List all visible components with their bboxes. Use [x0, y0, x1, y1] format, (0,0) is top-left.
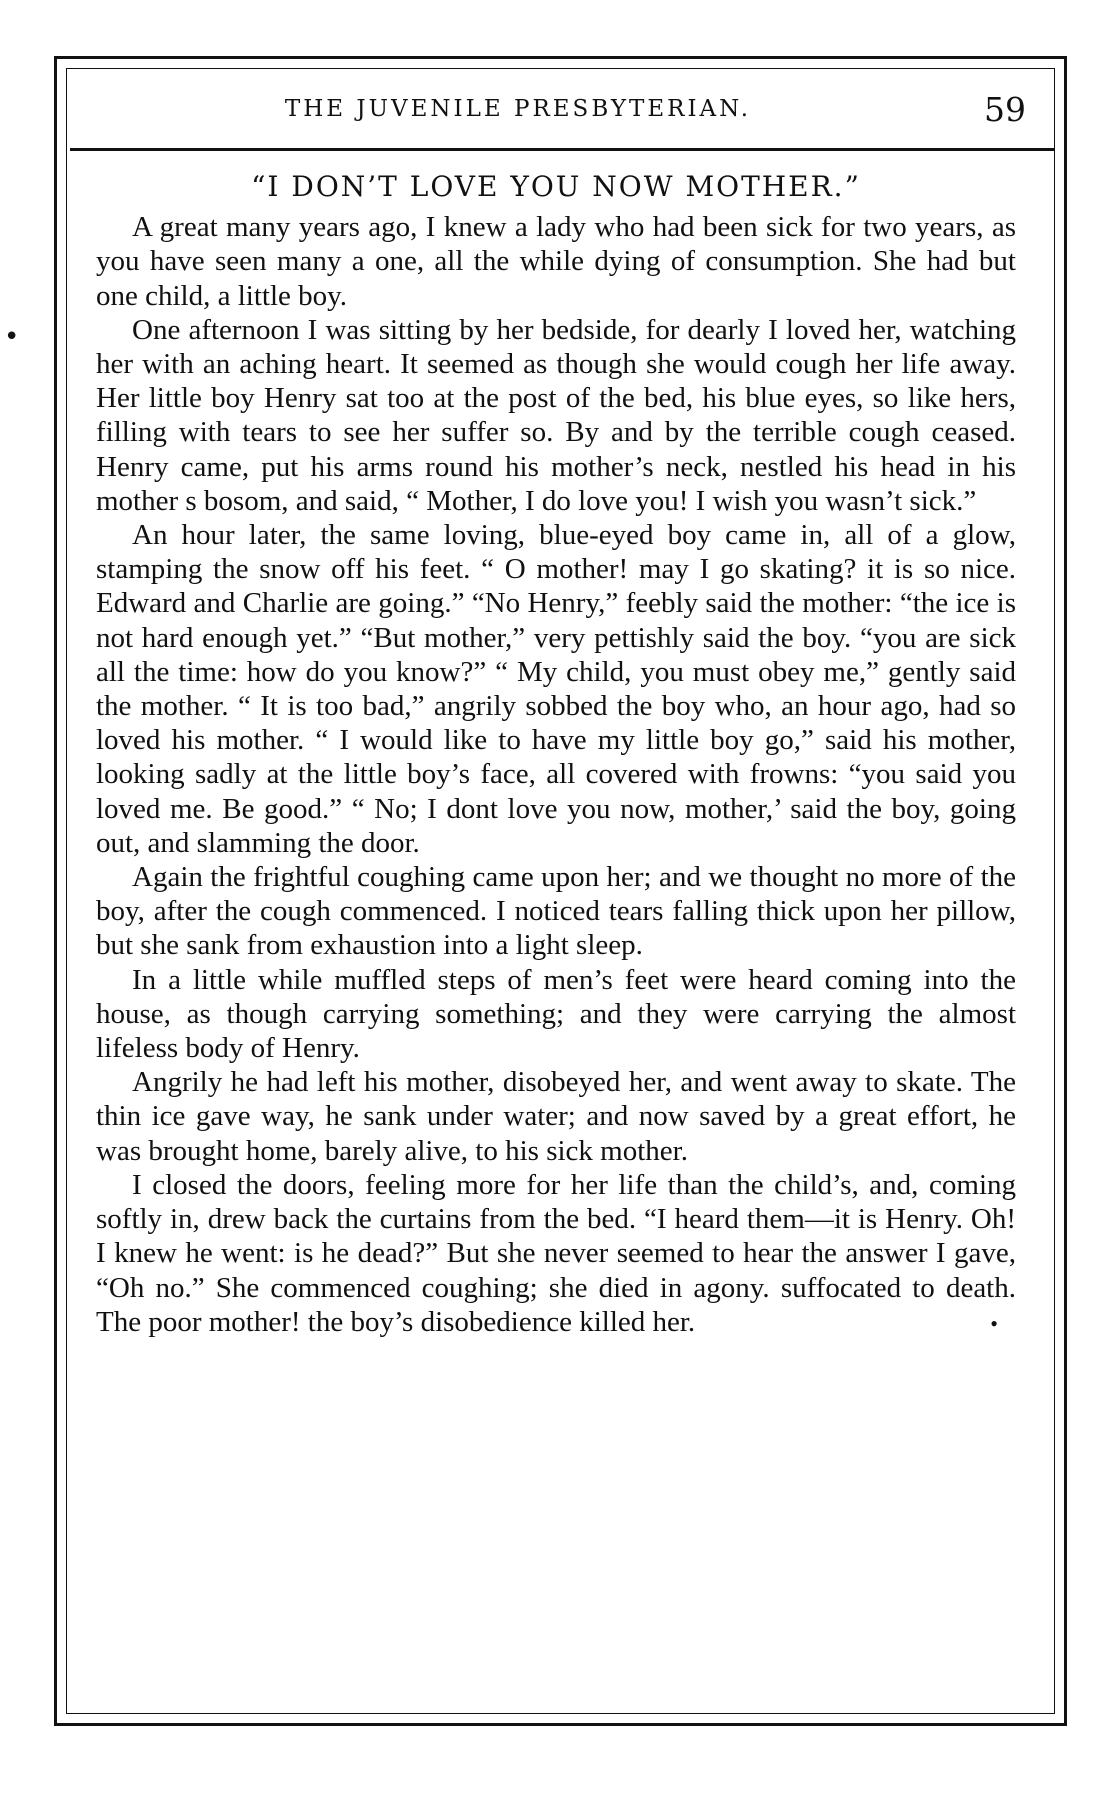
paragraph-4: Again the frightful coughing came upon her; and we thought no more of the boy, after the cough commenced. I noticed tears falling thick upon her pillow, but she sank from exhaustion into a light sleep.: [96, 861, 1016, 962]
paragraph-2: One afternoon I was sitting by her bedside, for dearly I loved her, watching her with an aching heart. It seemed as though she would cough her life away. Her little boy Henry sat too at the post of the bed, his blue eyes, so like hers, filling with tears to see her suffer so. By and by the terrible cough ceased. Henry came, put his arms round his mother’s neck, nestled his head in his mother s bosom, and said, “ Mother, I do love you! I wish you wasn’t sick.”: [96, 313, 1016, 517]
paragraph-1: A great many years ago, I knew a lady who had been sick for two years, as you have seen many a one, all the while dying of consumption. She had but one child, a little boy.: [96, 211, 1016, 312]
running-head: [78, 90, 1038, 140]
article: [96, 160, 1016, 1339]
paragraph-7: I closed the doors, feeling more for her life than the child’s, and, coming softly in, drew back the curtains from the bed. “I heard them—it is Henry. Oh! I knew he went: is he dead?” But she never seemed to hear the answer I gave, “Oh no.” She commenced coughing; she died in agony. suffocated to death. The poor mother! the boy’s disobedience killed her.: [96, 1168, 1016, 1338]
page-number: 59: [984, 90, 1026, 129]
margin-mark: •: [4, 322, 20, 352]
end-mark: •: [990, 1310, 998, 1336]
header-rule: [70, 148, 1055, 151]
paragraph-6: Angrily he had left his mother, disobeyed her, and went away to skate. The thin ice gave way, he sank under water; and now saved by a great effort, he was brought home, barely alive, to his sick mother.: [96, 1066, 1016, 1167]
paragraph-5: In a little while muffled steps of men’s feet were heard coming into the house, as though carrying something; and they were carrying the almost lifeless body of Henry.: [96, 963, 1016, 1065]
running-title: THE JUVENILE PRESBYTERIAN.: [284, 96, 752, 122]
article-title: “I DON’T LOVE YOU NOW MOTHER.”: [251, 170, 861, 203]
paragraph-3: An hour later, the same loving, blue-eyed boy came in, all of a glow, stamping the snow off his feet. “ O mother! may I go skating? it is so nice. Edward and Charlie are going.” “No Henry,” feebly said the mother: “the ice is not hard enough yet.” “But mother,” very pettishly said the boy. “you are sick all the time: how do you know?” “ My child, you must obey me,” gently said the mother. “ It is too bad,” angrily sobbed the boy who, an hour ago, had so loved his mother. “ I would like to have my little boy go,” said his mother, looking sadly at the little boy’s face, all covered with frowns: “you said you loved me. Be good.” “ No; I dont love you now, mother,’ said the boy, going out, and slamming the door.: [96, 519, 1016, 859]
